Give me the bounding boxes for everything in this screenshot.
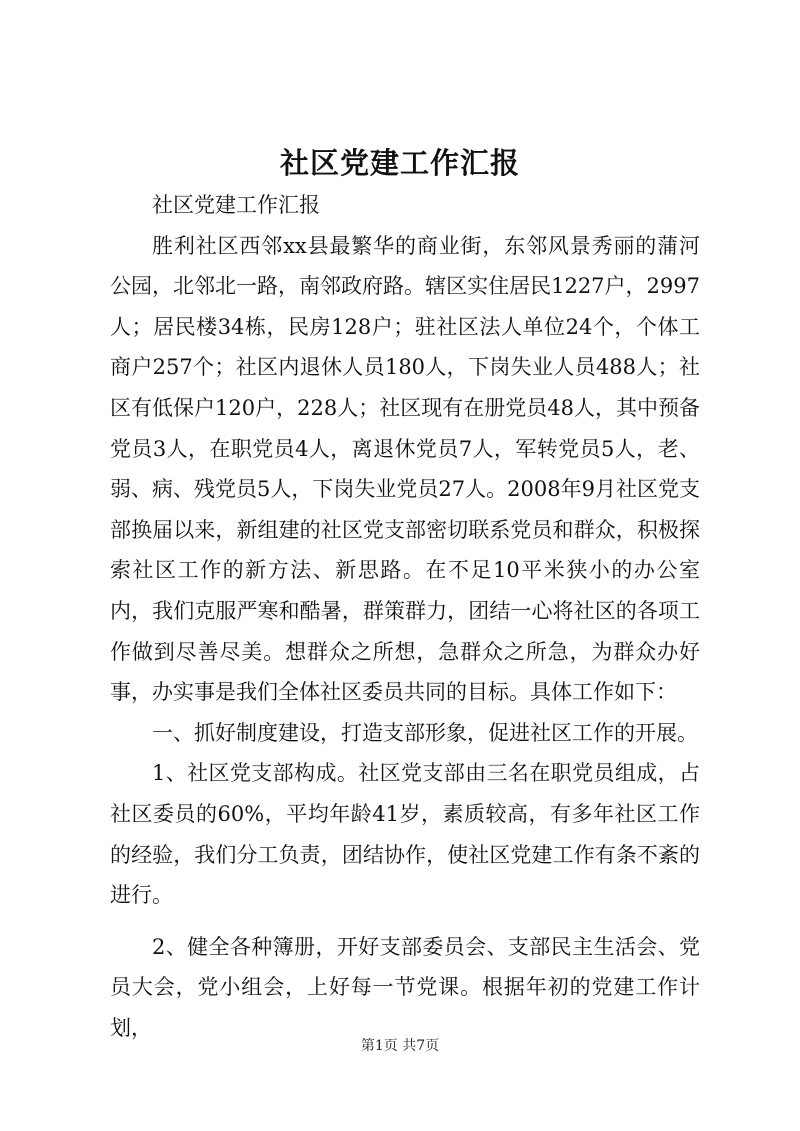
subtitle-paragraph: 社区党建工作汇报 — [152, 193, 320, 217]
intro-paragraph: 胜利社区西邻xx县最繁华的商业街，东邻风景秀丽的蒲河公园，北邻北一路，南邻政府路。辖区实住居民1227户，2997人；居民楼34栋，民房128户；驻社区法人单位24个，个体工商户257个；社区内退休人员180人，下岗失业人员488人；社区有低保户120户，228人；社区现有在册党员48人，其中预备党员3人，在职党员4人，离退休党员7人，军转党员5人，老、弱、病、残党员5人，下岗失业党员27人。2008年9月社区党支部换届以来，新组建的社区党支部密切联系党员和群众，积极探索社区工作的新方法、新思路。在不足10平米狭小的办公室内，我们克服严寒和酷暑，群策群力，团结一心将社区的各项工作做到尽善尽美。想群众之所想，急群众之所急，为群众办好事，办实事是我们全体社区委员共同的目标。具体工作如下： — [110, 233, 700, 705]
document-title: 社区党建工作汇报 — [279, 146, 520, 180]
section-heading-1: 一、抓好制度建设，打造支部形象，促进社区工作的开展。 — [152, 720, 698, 745]
page-number-footer: 第1页 共7页 — [360, 1038, 440, 1054]
document-body — [110, 185, 700, 1048]
item-paragraph-1: 1、社区党支部构成。社区党支部由三名在职党员组成，占社区委员的60%，平均年龄41岁，素质较高，有多年社区工作的经验，我们分工负责，团结协作，使社区党建工作有条不紊的进行。 — [110, 761, 700, 908]
item-paragraph-2: 2、健全各种簿册，开好支部委员会、支部民主生活会、党员大会，党小组会，上好每一节党课。根据年初的党建工作计划， — [110, 934, 700, 1040]
